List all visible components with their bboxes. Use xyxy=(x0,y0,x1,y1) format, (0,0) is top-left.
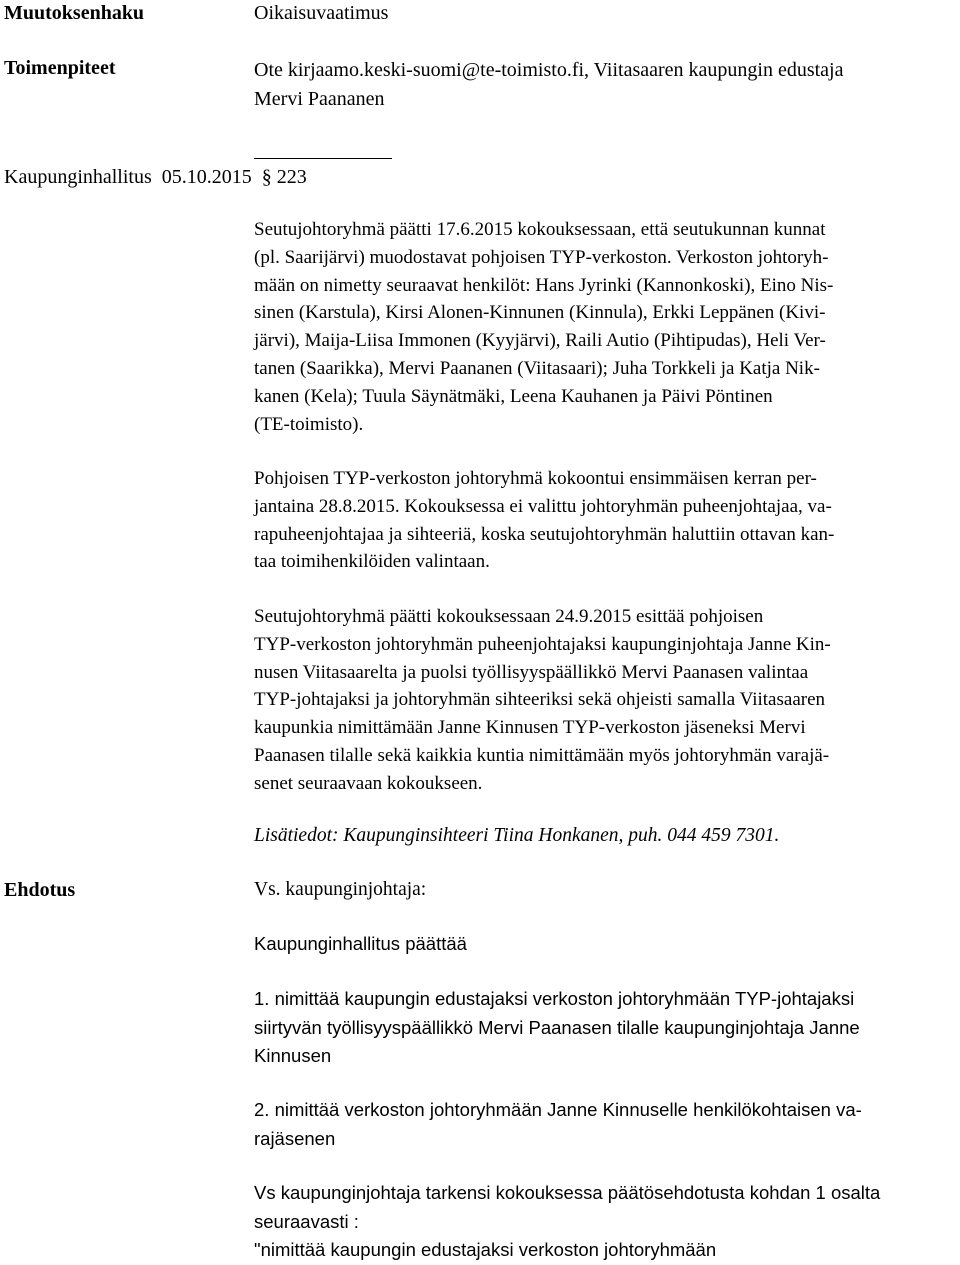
paragraph-line: Paanasen tilalle sekä kaikkia kuntia nimittämään myös johtoryhmän varajä- xyxy=(254,744,830,766)
paragraph-line: Seutujohtoryhmä päätti kokouksessaan 24.9.2015 esittää pohjoisen xyxy=(254,606,764,627)
paragraph-line: kaupunkia nimittämään Janne Kinnusen TYP-verkoston jäseneksi Mervi xyxy=(254,717,806,739)
paragraph-line: senet seuraavaan kokoukseen. xyxy=(254,772,483,794)
paragraph-line: sinen (Karstula), Kirsi Alonen-Kinnunen (Kinnula), Erkki Leppänen (Kivi- xyxy=(254,302,826,324)
decision-line: 1. nimittää kaupungin edustajaksi verkoston johtoryhmään TYP-johtajaksi xyxy=(254,988,855,1009)
decision-line: "nimittää kaupungin edustajaksi verkoston johtoryhmään xyxy=(254,1239,717,1260)
paragraph-line: jantaina 28.8.2015. Kokouksessa ei valittu johtoryhmän puheenjohtajaa, va- xyxy=(254,495,832,517)
paragraph-line: nusen Viitasaarelta ja puolsi työllisyyspäällikkö Mervi Paanasen valintaa xyxy=(254,661,809,683)
toimenpiteet-line: Mervi Paananen xyxy=(254,88,385,110)
decision-note xyxy=(254,1179,880,1265)
paragraph-line: tanen (Saarikka), Mervi Paananen (Viitasaari); Juha Torkkeli ja Katja Nik- xyxy=(254,357,820,379)
paragraph-2 xyxy=(254,465,954,576)
section-title: Kaupunginhallitus 05.10.2015 § 223 xyxy=(4,166,307,188)
lisatiedot-line: Lisätiedot: Kaupunginsihteeri Tiina Honkanen, puh. 044 459 7301. xyxy=(254,825,780,846)
paragraph-1 xyxy=(254,216,954,438)
muutoksenhaku-label: Muutoksenhaku xyxy=(4,2,145,24)
decision-line: siirtyvän työllisyyspäällikkö Mervi Paanasen tilalle kaupunginjohtaja Janne xyxy=(254,1016,860,1038)
toimenpiteet-label: Toimenpiteet xyxy=(4,57,116,79)
paragraph-3 xyxy=(254,603,954,798)
paragraph-line: (TE-toimisto). xyxy=(254,413,364,435)
paattaa-text: Kaupunginhallitus päättää xyxy=(254,933,467,954)
signature-rule xyxy=(254,158,392,159)
decision-item-1 xyxy=(254,985,860,1071)
decision-line: rajäsenen xyxy=(254,1127,336,1149)
decision-line: Vs kaupunginjohtaja tarkensi kokouksessa päätösehdotusta kohdan 1 osalta xyxy=(254,1182,881,1203)
paragraph-line: TYP-johtajaksi ja johtoryhmän sihteeriksi sekä ohjeisti samalla Viitasaaren xyxy=(254,689,826,711)
muutoksenhaku-value: Oikaisuvaatimus xyxy=(254,2,389,24)
paragraph-line: rapuheenjohtajaa ja sihteeriä, koska seutujohtoryhmän haluttiin ottavan kan- xyxy=(254,523,835,545)
paragraph-line: järvi), Maija-Liisa Immonen (Kyyjärvi), Raili Autio (Pihtipudas), Heli Ver- xyxy=(254,330,826,352)
decision-line: 2. nimittää verkoston johtoryhmään Janne Kinnuselle henkilökohtaisen va- xyxy=(254,1099,862,1120)
ehdotus-label: Ehdotus xyxy=(4,879,76,901)
paragraph-line: mään on nimetty seuraavat henkilöt: Hans Jyrinki (Kannonkoski), Eino Nis- xyxy=(254,274,834,296)
paragraph-line: taa toimihenkilöiden valintaan. xyxy=(254,551,490,573)
toimenpiteet-value xyxy=(254,56,844,114)
paragraph-line: (pl. Saarijärvi) muodostavat pohjoisen TYP-verkoston. Verkoston johtoryh- xyxy=(254,246,829,268)
paragraph-line: kanen (Kela); Tuula Säynätmäki, Leena Kauhanen ja Päivi Pöntinen xyxy=(254,385,773,407)
decision-item-2 xyxy=(254,1096,862,1153)
paragraph-line: Pohjoisen TYP-verkoston johtoryhmä kokoontui ensimmäisen kerran per- xyxy=(254,468,817,489)
decision-line: seuraavasti : xyxy=(254,1210,359,1232)
vs-kaupunginjohtaja: Vs. kaupunginjohtaja: xyxy=(254,879,427,900)
decision-line: Kinnusen xyxy=(254,1045,332,1066)
toimenpiteet-line: Ote kirjaamo.keski-suomi@te-toimisto.fi, Viitasaaren kaupungin edustaja xyxy=(254,59,844,81)
paragraph-line: Seutujohtoryhmä päätti 17.6.2015 kokouksessaan, että seutukunnan kunnat xyxy=(254,219,826,240)
paragraph-line: TYP-verkoston johtoryhmän puheenjohtajaksi kaupunginjohtaja Janne Kin- xyxy=(254,633,831,655)
paattaa-line xyxy=(254,930,467,959)
